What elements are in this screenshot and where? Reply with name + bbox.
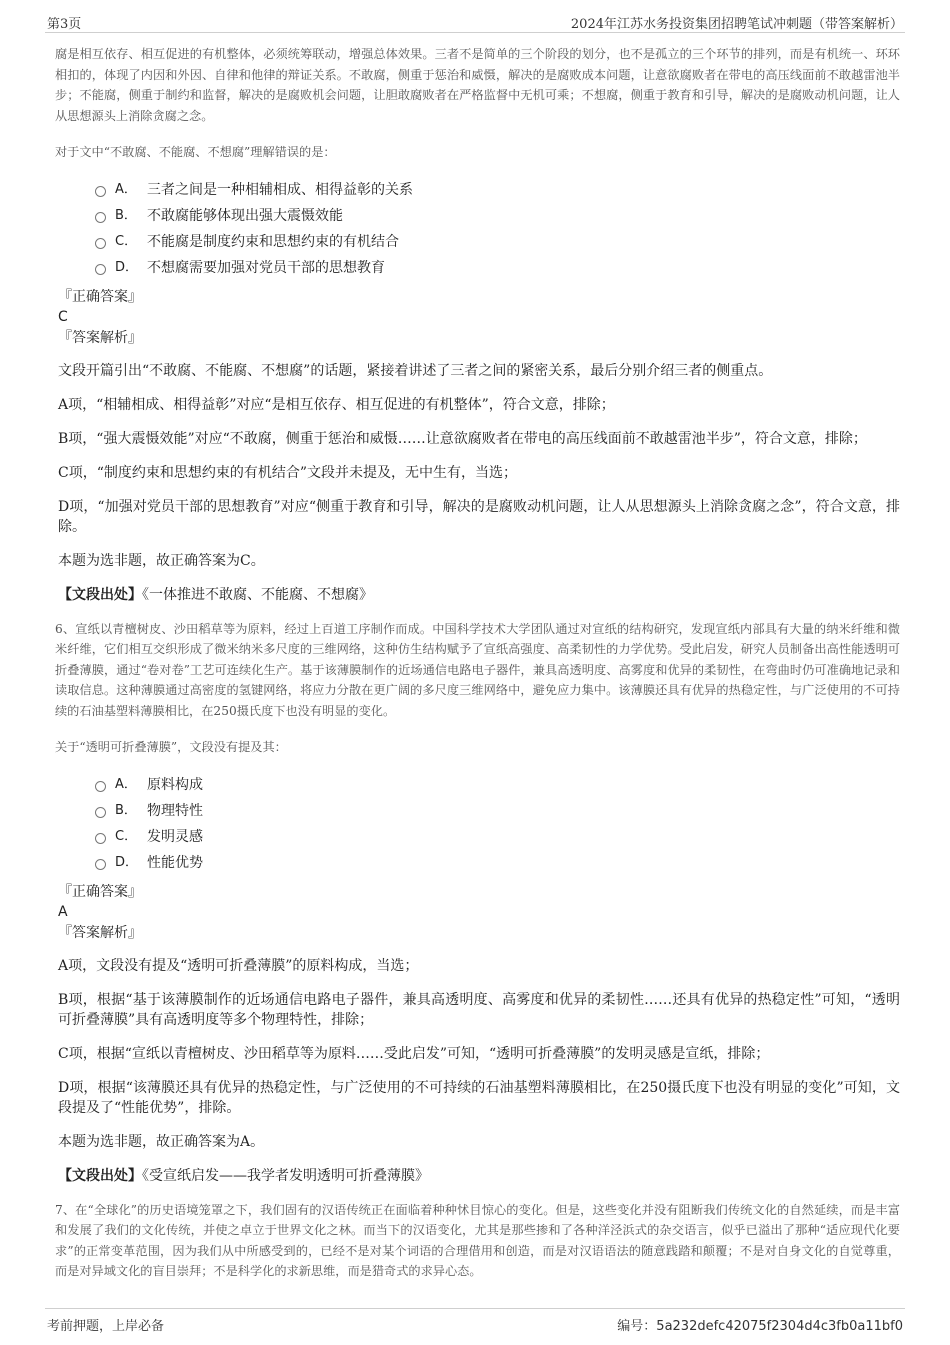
q5-answer: C bbox=[58, 308, 68, 325]
q5-answer-label: 『正确答案』 bbox=[58, 288, 142, 305]
q7-passage: 7、在“全球化”的历史语境笼罩之下，我们固有的汉语传统正在面临着种种怵目惊心的变化。但是，这些变化并没有阻断我们传统文化的自然延续，而是丰富和发展了我们的文化传统，并使之卓立于世界文化之林。而当下的汉语变化，尤其是那些掺和了各种洋泾浜式的杂交语言，似乎已溢出了那种“适应现代化要求”的正常变革范围，因为我们从中所感受到的，已经不是对某个词语的合理借用和创造，而是对汉语语法的随意践踏和颠覆；不是对自身文化的自觉尊重，而是对异域文化的盲目崇拜；不是科学化的求新思维，而是猎奇式的求异心态。 bbox=[55, 1202, 900, 1278]
option-text: 不想腐需要加强对党员干部的思想教育 bbox=[147, 259, 385, 276]
option-letter: B． bbox=[115, 802, 137, 818]
radio-icon[interactable] bbox=[95, 781, 106, 792]
option-letter: C． bbox=[115, 828, 138, 844]
document-title: 2024年江苏水务投资集团招聘笔试冲刺题（带答案解析） bbox=[570, 17, 903, 32]
page-number: 第3页 bbox=[47, 17, 82, 32]
page-header bbox=[45, 10, 905, 33]
radio-icon[interactable] bbox=[95, 833, 106, 844]
q5-analysis-conclusion: 本题为选非题，故正确答案为C。 bbox=[58, 552, 265, 569]
q5-analysis-label: 『答案解析』 bbox=[58, 329, 142, 346]
option-text: 性能优势 bbox=[147, 854, 203, 871]
q6-analysis-d: D项，根据“该薄膜还具有优异的热稳定性，与广泛使用的不可持续的石油基塑料薄膜相比，在250摄氏度下也没有明显的变化”可知，文段提及了“性能优势”，排除。 bbox=[58, 1079, 900, 1116]
q5-option-a[interactable] bbox=[95, 177, 900, 203]
q5-options bbox=[95, 177, 900, 281]
radio-icon[interactable] bbox=[95, 186, 106, 197]
q5-option-d[interactable] bbox=[95, 255, 900, 281]
source-label: 【文段出处】 bbox=[58, 586, 142, 603]
q5-source bbox=[58, 585, 900, 605]
option-letter: A． bbox=[115, 181, 137, 197]
option-letter: D． bbox=[115, 854, 139, 870]
page-footer bbox=[45, 1308, 905, 1335]
q6-analysis-c: C项，根据“宣纸以青檀树皮、沙田稻草等为原料……受此启发”可知，“透明可折叠薄膜”的发明灵感是宣纸，排除； bbox=[58, 1045, 770, 1062]
q6-question: 关于“透明可折叠薄膜”，文段没有提及其： bbox=[55, 740, 287, 754]
q6-analysis-b: B项，根据“基于该薄膜制作的近场通信电路电子器件，兼具高透明度、高雾度和优异的柔韧性……还具有优异的热稳定性”可知，“透明可折叠薄膜”具有高透明度等多个物理特性，排除； bbox=[58, 991, 900, 1028]
source-text: 《受宣纸启发——我学者发明透明可折叠薄膜》 bbox=[142, 1167, 429, 1184]
option-letter: D． bbox=[115, 259, 139, 275]
radio-icon[interactable] bbox=[95, 238, 106, 249]
q5-passage: 腐是相互依存、相互促进的有机整体，必须统筹联动，增强总体效果。三者不是简单的三个阶段的划分，也不是孤立的三个环节的排列，而是有机统一、环环相扣的，体现了内因和外因、自律和他律的辩证关系。不敢腐，侧重于惩治和威慑，解决的是腐败成本问题，让意欲腐败者在带电的高压线面前不敢越雷池半步；不能腐，侧重于制约和监督，解决的是腐败机会问题，让胆敢腐败者在严格监督中无机可乘；不想腐，侧重于教育和引导，解决的是腐败动机问题，让人从思想源头上消除贪腐之念。 bbox=[55, 47, 900, 123]
q5-analysis-b: B项，“强大震慑效能”对应“不敢腐，侧重于惩治和威慑……让意欲腐败者在带电的高压线面前不敢越雷池半步”，符合文意，排除； bbox=[58, 430, 867, 447]
q6-analysis-label: 『答案解析』 bbox=[58, 924, 142, 941]
code-value: 5a232defc42075f2304d4c3fb0a11bf0 bbox=[656, 1319, 903, 1334]
q5-analysis-intro: 文段开篇引出“不敢腐、不能腐、不想腐”的话题，紧接着讲述了三者之间的紧密关系，最后分别介绍三者的侧重点。 bbox=[58, 362, 773, 379]
option-letter: A． bbox=[115, 776, 137, 792]
option-letter: C． bbox=[115, 233, 138, 249]
source-label: 【文段出处】 bbox=[58, 1167, 142, 1184]
q5-analysis-a: A项，“相辅相成、相得益彰”对应“是相互依存、相互促进的有机整体”，符合文意，排除； bbox=[58, 396, 615, 413]
q6-option-a[interactable] bbox=[95, 772, 900, 798]
option-text: 发明灵感 bbox=[147, 828, 203, 845]
option-text: 不敢腐能够体现出强大震慑效能 bbox=[147, 207, 343, 224]
q6-options bbox=[95, 772, 900, 876]
code-label: 编号： bbox=[617, 1319, 657, 1334]
footer-slogan: 考前押题，上岸必备 bbox=[47, 1319, 165, 1334]
q6-option-c[interactable] bbox=[95, 824, 900, 850]
q5-option-c[interactable] bbox=[95, 229, 900, 255]
radio-icon[interactable] bbox=[95, 807, 106, 818]
q5-analysis-c: C项，“制度约束和思想约束的有机结合”文段并未提及，无中生有，当选； bbox=[58, 464, 518, 481]
q6-option-b[interactable] bbox=[95, 798, 900, 824]
option-text: 物理特性 bbox=[147, 802, 203, 819]
option-letter: B． bbox=[115, 207, 137, 223]
document-code bbox=[617, 1315, 903, 1334]
page-content bbox=[55, 44, 900, 1282]
q5-option-b[interactable] bbox=[95, 203, 900, 229]
source-text: 《一体推进不敢腐、不能腐、不想腐》 bbox=[142, 586, 373, 603]
q6-analysis-conclusion: 本题为选非题，故正确答案为A。 bbox=[58, 1133, 265, 1150]
q5-question: 对于文中“不敢腐、不能腐、不想腐”理解错误的是： bbox=[55, 145, 336, 159]
q6-passage: 6、宣纸以青檀树皮、沙田稻草等为原料，经过上百道工序制作而成。中国科学技术大学团队通过对宣纸的结构研究，发现宣纸内部具有大量的纳米纤维和微米纤维，它们相互交织形成了微米纳米多尺度的三维网络，这种仿生结构赋予了宣纸高强度、高柔韧性的力学优势。受此启发，研究人员制备出高性能透明可折叠薄膜，通过“卷对卷”工艺可连续化生产。基于该薄膜制作的近场通信电路电子器件，兼具高透明度、高雾度和优异的柔韧性，在弯曲时仍可准确地记录和读取信息。这种薄膜通过高密度的氢键网络，将应力分散在更广阔的多尺度三维网络中，避免应力集中。该薄膜还具有优异的热稳定性，与广泛使用的不可持续的石油基塑料薄膜相比，在250摄氏度下也没有明显的变化。 bbox=[55, 621, 900, 718]
radio-icon[interactable] bbox=[95, 212, 106, 223]
option-text: 原料构成 bbox=[147, 776, 203, 793]
radio-icon[interactable] bbox=[95, 264, 106, 275]
radio-icon[interactable] bbox=[95, 859, 106, 870]
q5-analysis-d: D项，“加强对党员干部的思想教育”对应“侧重于教育和引导，解决的是腐败动机问题，让人从思想源头上消除贪腐之念”，符合文意，排除。 bbox=[58, 498, 900, 535]
q6-option-d[interactable] bbox=[95, 850, 900, 876]
q6-answer: A bbox=[58, 903, 68, 920]
option-text: 三者之间是一种相辅相成、相得益彰的关系 bbox=[147, 181, 413, 198]
q6-answer-label: 『正确答案』 bbox=[58, 883, 142, 900]
option-text: 不能腐是制度约束和思想约束的有机结合 bbox=[147, 233, 399, 250]
q6-source bbox=[58, 1166, 900, 1186]
q6-analysis-a: A项，文段没有提及“透明可折叠薄膜”的原料构成，当选； bbox=[58, 957, 419, 974]
